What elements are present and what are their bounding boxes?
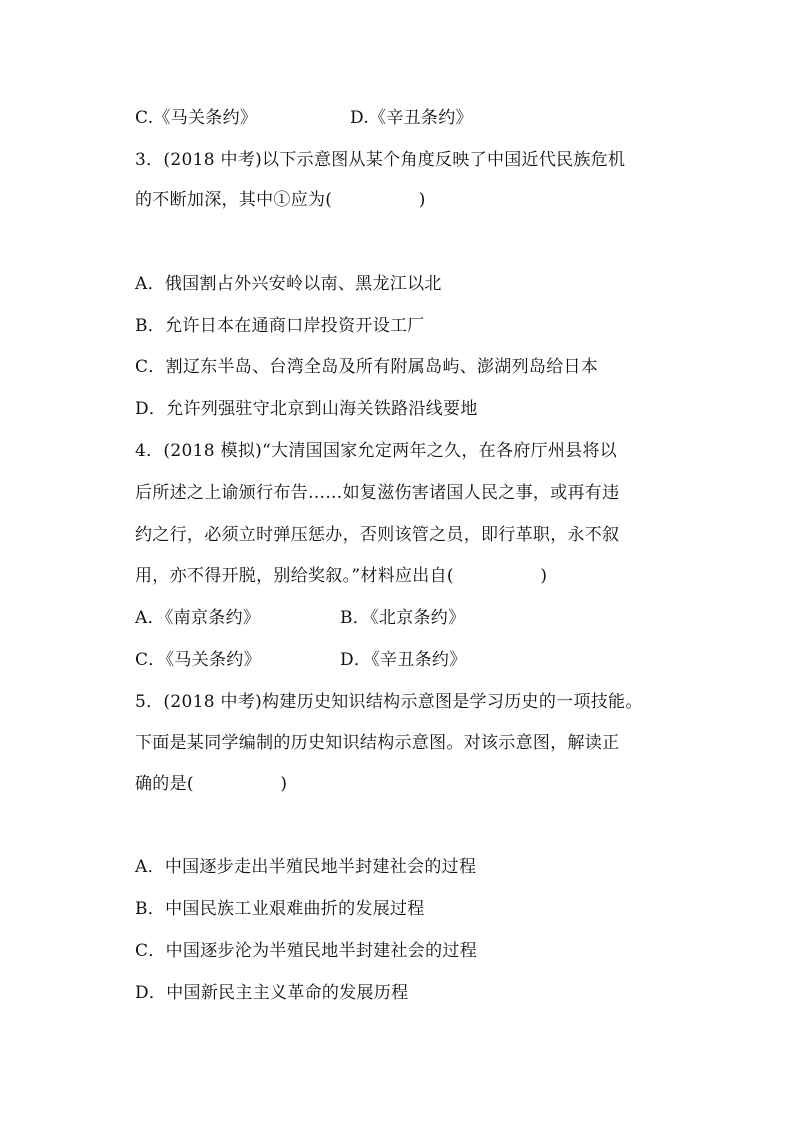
q3-stem-line2: 的不断加深，其中①应为( ) <box>135 190 426 210</box>
q5-option-c: C．中国逐步沦为半殖民地半封建社会的过程 <box>135 941 478 961</box>
q5-stem-line3: 确的是( ) <box>135 774 288 794</box>
q5-option-b: B．中国民族工业艰难曲折的发展过程 <box>135 899 425 919</box>
q5-option-a: A．中国逐步走出半殖民地半封建社会的过程 <box>135 857 477 877</box>
q2-option-c: C.《马关条约》 <box>135 108 258 128</box>
q4-stem-line1: 4．(2018 模拟)“大清国国家允定两年之久，在各府厅州县将以 <box>135 441 618 461</box>
q4-stem-line4: 用，亦不得开脱，别给奖叙。”材料应出自( ) <box>135 566 548 586</box>
q4-option-c: C．《马关条约》 <box>135 650 261 670</box>
q3-option-a: A．俄国割占外兴安岭以南、黑龙江以北 <box>135 274 442 294</box>
q3-stem-line1: 3．(2018 中考)以下示意图从某个角度反映了中国近代民族危机 <box>135 150 626 170</box>
q3-option-d: D．允许列强驻守北京到山海关铁路沿线要地 <box>135 399 478 419</box>
q4-option-b: B．《北京条约》 <box>340 608 466 628</box>
q5-option-d: D．中国新民主主义革命的发展历程 <box>135 983 409 1003</box>
q4-stem-line2: 后所述之上谕颁行布告……如复滋伤害诸国人民之事，或再有违 <box>135 483 620 503</box>
q5-stem-line1: 5．(2018 中考)构建历史知识结构示意图是学习历史的一项技能。 <box>135 692 643 712</box>
q4-option-a: A．《南京条约》 <box>135 608 261 628</box>
q2-option-d: D.《辛丑条约》 <box>350 108 473 128</box>
q5-stem-line2: 下面是某同学编制的历史知识结构示意图。对该示意图，解读正 <box>135 733 620 753</box>
q4-option-d: D．《辛丑条约》 <box>340 650 467 670</box>
q3-option-b: B．允许日本在通商口岸投资开设工厂 <box>135 316 425 336</box>
q3-option-c: C．割辽东半岛、台湾全岛及所有附属岛屿、澎湖列岛给日本 <box>135 357 599 377</box>
q4-stem-line3: 约之行，必须立时弹压惩办，否则该管之员，即行革职，永不叙 <box>135 525 620 545</box>
